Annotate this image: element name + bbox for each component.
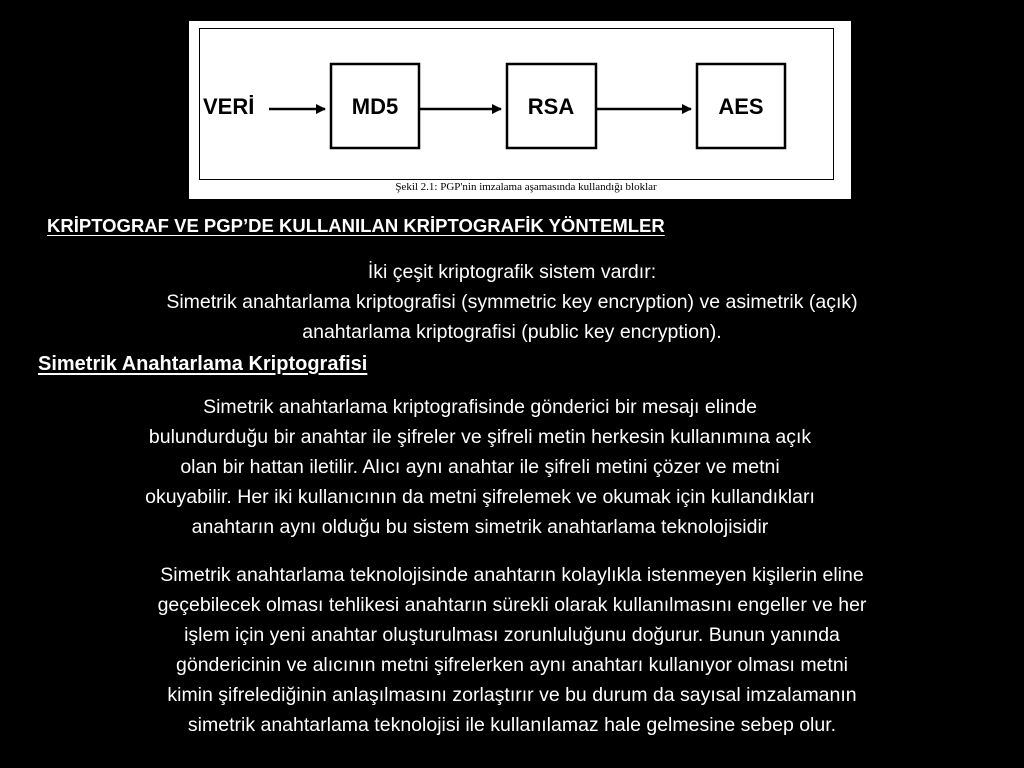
paragraph-2 <box>10 560 1014 740</box>
paragraph-line: göndericinin ve alıcının metni şifrelerken aynı anahtarı kullanıyor olması metni <box>176 654 848 676</box>
paragraph-line: anahtarın aynı olduğu bu sistem simetrik anahtarlama teknolojisidir <box>191 516 769 538</box>
paragraph-line: geçebilecek olması tehlikesi anahtarın sürekli olarak kullanılmasını engeller ve her <box>157 594 867 616</box>
input-label: VERİ <box>203 94 255 119</box>
flow-diagram <box>189 21 851 199</box>
paragraph-line: bulundurduğu bir anahtar ile şifreler ve şifreli metin herkesin kullanımına açık <box>148 426 812 448</box>
figure-caption: Şekil 2.1: PGP'nin imzalama aşamasında kullandığı bloklar <box>395 181 657 193</box>
paragraph-line: Simetrik anahtarlama teknolojisinde anahtarın kolaylıkla istenmeyen kişilerin eline <box>160 564 864 586</box>
aes-label: AES <box>718 94 764 119</box>
paragraph-1 <box>20 392 940 542</box>
section-title: KRİPTOGRAF VE PGP’DE KULLANILAN KRİPTOGRAFİK YÖNTEMLER <box>47 215 665 236</box>
paragraph-line: kimin şifrelediğinin anlaşılmasını zorlaştırır ve bu durum da sayısal imzalamanın <box>167 684 857 706</box>
subheading: Simetrik Anahtarlama Kriptografisi <box>38 353 368 375</box>
md5-label: MD5 <box>351 94 399 119</box>
rsa-label: RSA <box>527 94 575 119</box>
intro-text <box>30 257 994 347</box>
intro-line: Simetrik anahtarlama kriptografisi (symmetric key encryption) ve asimetrik (açık) <box>166 291 858 313</box>
intro-line: anahtarlama kriptografisi (public key encryption). <box>302 321 722 343</box>
pgp-block-diagram <box>189 21 851 199</box>
paragraph-line: olan bir hattan iletilir. Alıcı aynı anahtar ile şifreli metini çözer ve metni <box>180 456 780 478</box>
paragraph-line: işlem için yeni anahtar oluşturulması zorunluluğunu doğurur. Bunun yanında <box>184 624 840 646</box>
paragraph-line: simetrik anahtarlama teknolojisi ile kullanılamaz hale gelmesine sebep olur. <box>187 714 837 736</box>
intro-line: İki çeşit kriptografik sistem vardır: <box>367 261 657 283</box>
paragraph-line: Simetrik anahtarlama kriptografisinde gönderici bir mesajı elinde <box>203 396 757 418</box>
paragraph-line: okuyabilir. Her iki kullanıcının da metni şifrelemek ve okumak için kullandıkları <box>145 486 815 508</box>
